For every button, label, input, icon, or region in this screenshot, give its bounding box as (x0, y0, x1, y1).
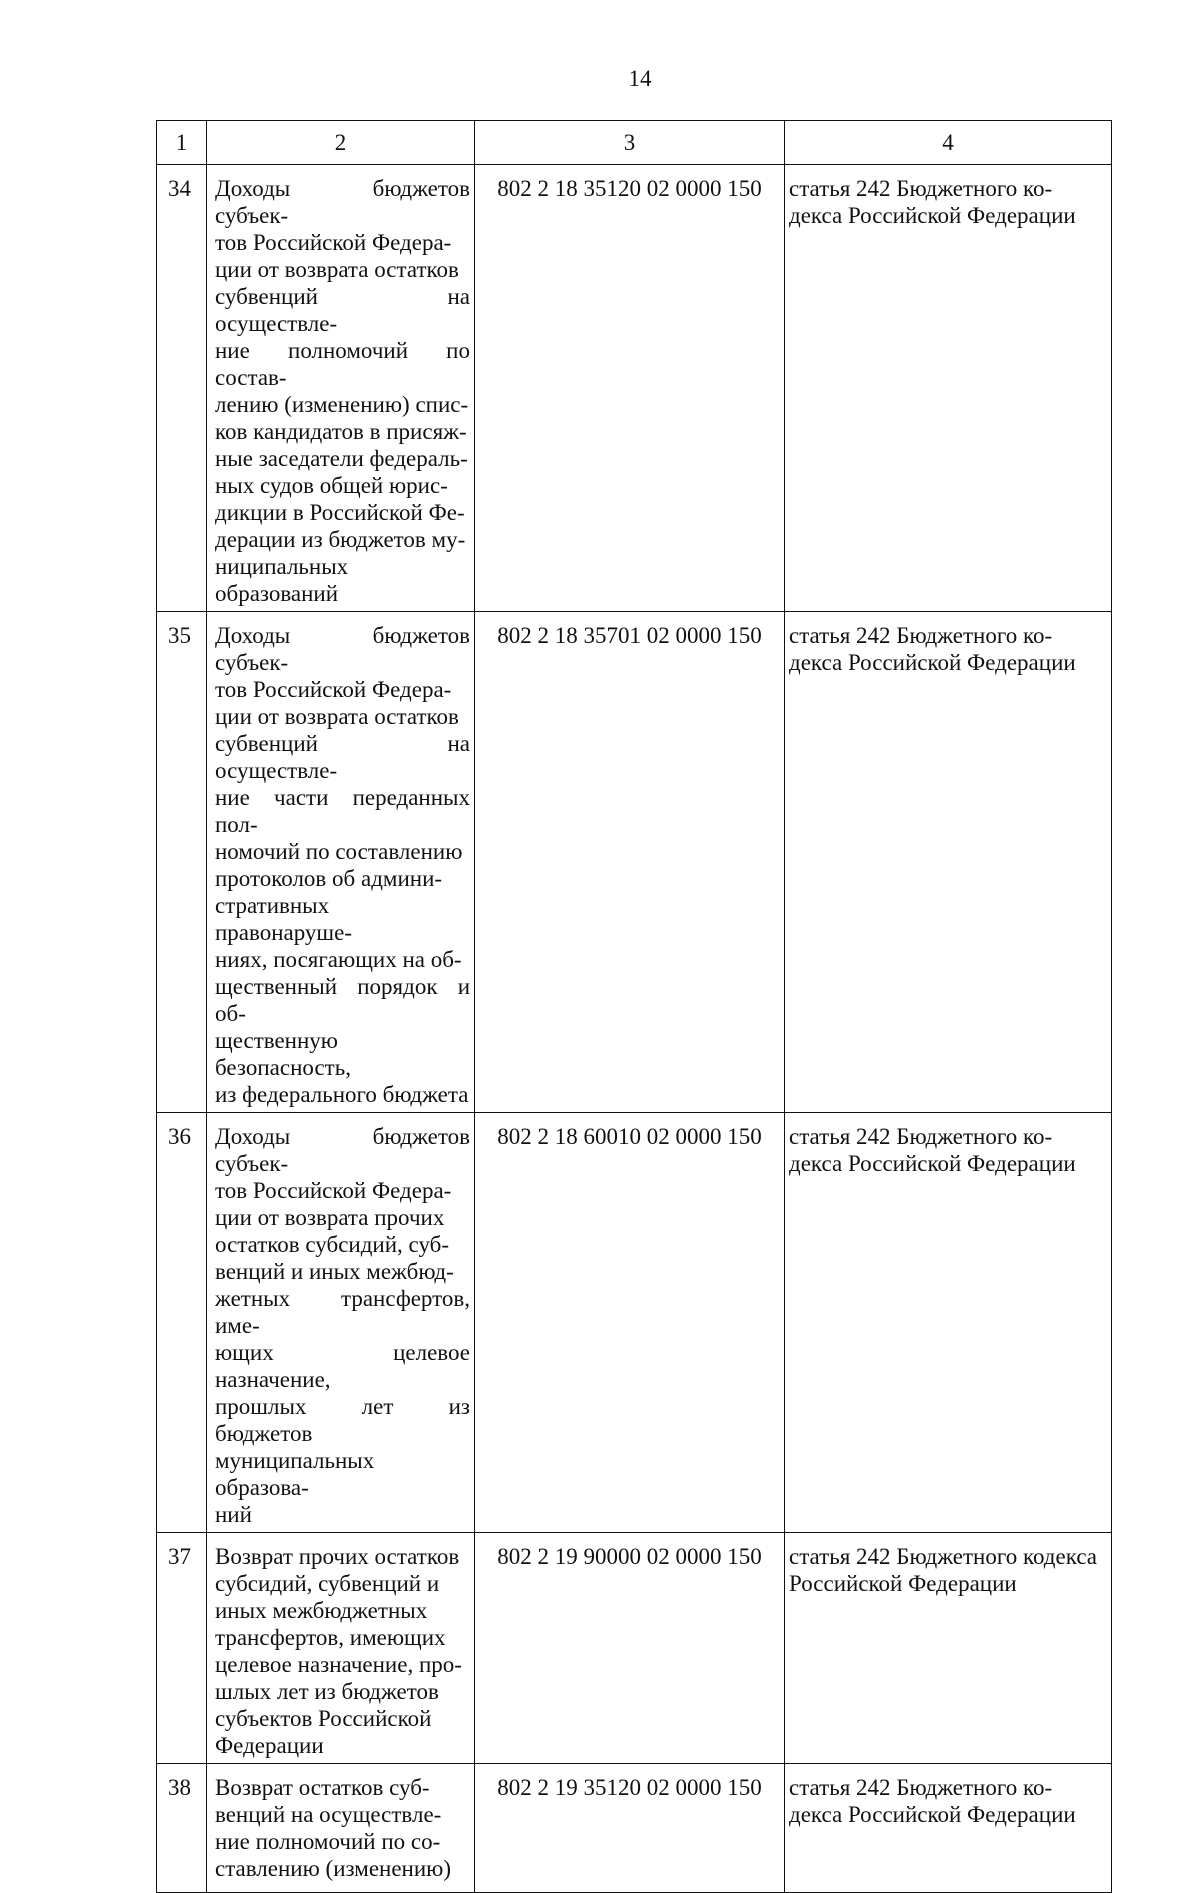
legal-basis-cell (785, 165, 1112, 612)
revenue-name: Доходы бюджетов субъек- тов Российской Федера- ции от возврата прочих остатков субсидий, суб- венций и иных межбюд- жетных трансфертов, име- ющих целевое назначение, прошлых лет из бюджетов муниципальных образова- ний (215, 1124, 470, 1527)
table-row (157, 1533, 1112, 1764)
page-number: 14 (628, 66, 652, 91)
budget-code: 802 2 18 60010 02 0000 150 (475, 1113, 785, 1533)
row-number: 36 (157, 1113, 207, 1533)
row-number: 38 (157, 1764, 207, 1893)
table-row (157, 1113, 1112, 1533)
table-header-row (157, 121, 1112, 165)
legal-basis: статья 242 Бюджетного ко- декса Российской Федерации (789, 1124, 1076, 1176)
table-row (157, 1764, 1112, 1893)
budget-codes-table (156, 120, 1112, 1893)
revenue-name-cell (207, 165, 475, 612)
row-number: 37 (157, 1533, 207, 1764)
column-header-2: 2 (207, 121, 475, 165)
revenue-name: Доходы бюджетов субъек- тов Российской Федера- ции от возврата остатков субвенций на осуществле- ние части переданных пол- номочий по составлению протоколов об админи- стративных правонаруше- ниях, посягающих на об- щественный порядок и об- щественную безопасность, из федерального бюджета (215, 623, 470, 1107)
revenue-name-cell (207, 1533, 475, 1764)
table-row (157, 165, 1112, 612)
table-row (157, 612, 1112, 1113)
legal-basis-cell (785, 1764, 1112, 1893)
budget-code: 802 2 19 35120 02 0000 150 (475, 1764, 785, 1893)
budget-code: 802 2 18 35701 02 0000 150 (475, 612, 785, 1113)
column-header-1: 1 (157, 121, 207, 165)
revenue-name: Возврат прочих остатков субсидий, субвенций и иных межбюджетных трансфертов, имеющих целевое назначение, про- шлых лет из бюджетов субъектов Российской Федерации (215, 1544, 462, 1758)
budget-code: 802 2 18 35120 02 0000 150 (475, 165, 785, 612)
legal-basis: статья 242 Бюджетного ко- декса Российской Федерации (789, 623, 1076, 675)
revenue-name-cell (207, 1113, 475, 1533)
revenue-name-cell (207, 612, 475, 1113)
revenue-name: Возврат остатков суб- венций на осуществле- ние полномочий по со- ставлению (изменению) (215, 1775, 452, 1881)
legal-basis: статья 242 Бюджетного ко- декса Российской Федерации (789, 1775, 1076, 1827)
revenue-name-cell (207, 1764, 475, 1893)
row-number: 35 (157, 612, 207, 1113)
column-header-4: 4 (785, 121, 1112, 165)
legal-basis: статья 242 Бюджетного кодекса Российской Федерации (789, 1544, 1098, 1596)
budget-code: 802 2 19 90000 02 0000 150 (475, 1533, 785, 1764)
column-header-3: 3 (475, 121, 785, 165)
legal-basis-cell (785, 1533, 1112, 1764)
legal-basis-cell (785, 612, 1112, 1113)
row-number: 34 (157, 165, 207, 612)
legal-basis-cell (785, 1113, 1112, 1533)
revenue-name: Доходы бюджетов субъек- тов Российской Федера- ции от возврата остатков субвенций на осуществле- ние полномочий по состав- лению (изменению) спис- ков кандидатов в присяж- ные заседатели федераль- ных судов общей юрис- дикции в Российской Фе- дерации из бюджетов му- ниципальных образований (215, 176, 470, 606)
legal-basis: статья 242 Бюджетного ко- декса Российской Федерации (789, 176, 1076, 228)
